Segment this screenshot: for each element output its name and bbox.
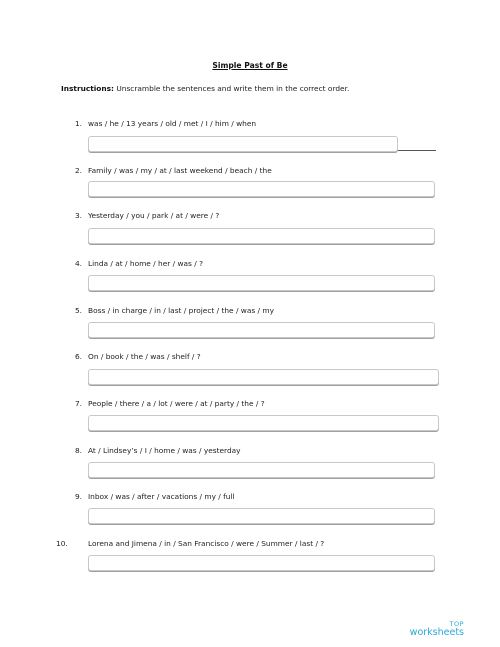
- logo-bottom-text: worksheets: [409, 626, 464, 638]
- answer-field[interactable]: [88, 462, 435, 478]
- scrambled-sentence: was / he / 13 years / old / met / I / him / when: [88, 119, 257, 128]
- scrambled-sentence: On / book / the / was / shelf / ?: [88, 352, 201, 361]
- item-number: 10.: [56, 539, 68, 548]
- answer-line: [398, 150, 436, 151]
- scrambled-sentence: Family / was / my / at / last weekend / beach / the: [88, 166, 272, 175]
- answer-field[interactable]: [88, 275, 435, 291]
- item-number: 4.: [74, 259, 82, 268]
- scrambled-sentence: People / there / a / lot / were / at / party / the / ?: [88, 399, 265, 408]
- scrambled-sentence: At / Lindsey’s / I / home / was / yesterday: [88, 446, 241, 455]
- scrambled-sentence: Inbox / was / after / vacations / my / full: [88, 492, 235, 501]
- topworksheets-logo: [410, 621, 464, 637]
- item-number: 6.: [74, 352, 82, 361]
- scrambled-sentence: Boss / in charge / in / last / project / the / was / my: [88, 306, 274, 315]
- logo-top-text: TOP: [449, 620, 464, 628]
- item-number: 1.: [74, 119, 82, 128]
- item-number: 3.: [74, 211, 82, 220]
- item-number: 8.: [74, 446, 82, 455]
- answer-field[interactable]: [88, 228, 435, 244]
- answer-field[interactable]: [88, 415, 439, 431]
- scrambled-sentence: Lorena and Jimena / in / San Francisco / were / Summer / last / ?: [88, 539, 325, 548]
- answer-field[interactable]: [88, 555, 435, 571]
- item-number: 2.: [74, 166, 82, 175]
- instructions: [61, 84, 349, 93]
- answer-field[interactable]: [88, 181, 435, 197]
- answer-field[interactable]: [88, 322, 435, 338]
- item-number: 5.: [74, 306, 82, 315]
- answer-field[interactable]: [88, 508, 435, 524]
- scrambled-sentence: Yesterday / you / park / at / were / ?: [88, 211, 220, 220]
- scrambled-sentence: Linda / at / home / her / was / ?: [88, 259, 204, 268]
- worksheet-title: Simple Past of Be: [212, 61, 288, 70]
- answer-field[interactable]: [88, 136, 398, 152]
- instructions-text: Unscramble the sentences and write them in the correct order.: [114, 84, 350, 93]
- instructions-label: Instructions:: [61, 84, 114, 93]
- item-number: 7.: [74, 399, 82, 408]
- item-number: 9.: [74, 492, 82, 501]
- answer-field[interactable]: [88, 369, 439, 385]
